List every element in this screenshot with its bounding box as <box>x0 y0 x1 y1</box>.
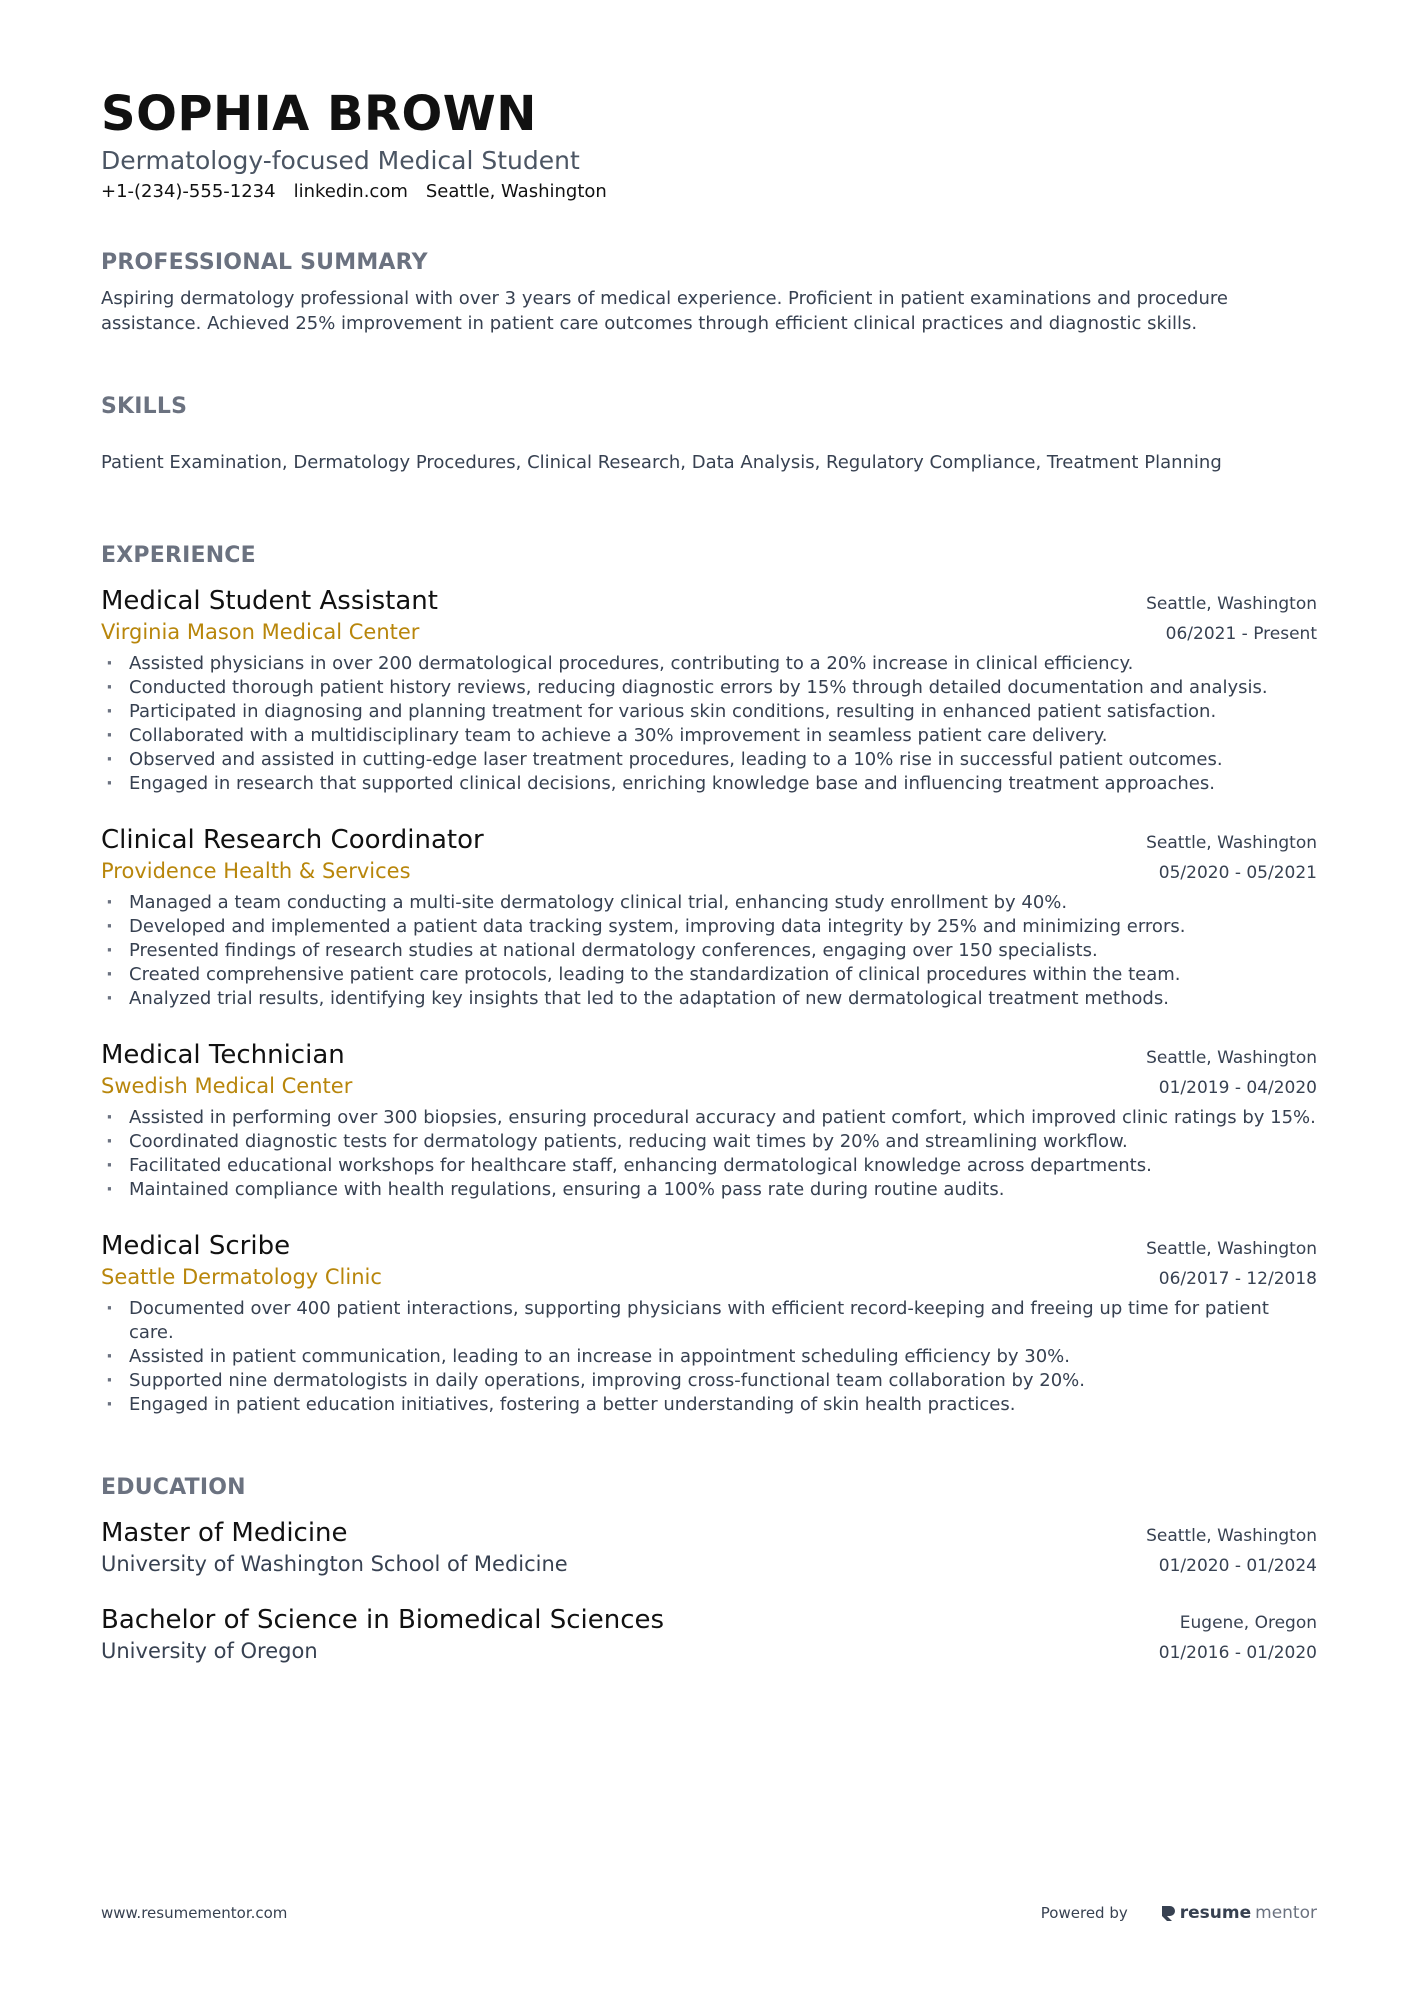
education-location: Seattle, Washington <box>1146 1526 1317 1546</box>
job-bullet: · Conducted thorough patient history reviews, reducing diagnostic errors by 15% through detailed documentation and analysis. <box>101 676 1317 700</box>
powered-by-label: Powered by <box>1040 1904 1128 1922</box>
candidate-title: Dermatology-focused Medical Student <box>101 146 580 175</box>
job-bullet: · Participated in diagnosing and planning treatment for various skin conditions, resulting in enhanced patient satisfaction. <box>101 700 1317 724</box>
contact-info <box>101 178 1317 206</box>
page-footer <box>101 1903 1317 1923</box>
job-bullets <box>101 891 1317 1011</box>
job-location: Seattle, Washington <box>1146 1239 1317 1259</box>
job-bullet: · Collaborated with a multidisciplinary team to achieve a 30% improvement in seamless patient care delivery. <box>101 724 1317 748</box>
job-company: Virginia Mason Medical Center <box>101 620 420 644</box>
job-bullets <box>101 652 1317 796</box>
job-location: Seattle, Washington <box>1146 833 1317 853</box>
candidate-name: SOPHIA BROWN <box>101 86 537 142</box>
job-company: Providence Health & Services <box>101 859 411 883</box>
job-title: Clinical Research Coordinator <box>101 825 484 855</box>
resume-header <box>101 86 1317 206</box>
job-bullet: · Assisted in patient communication, leading to an increase in appointment scheduling efficiency by 30%. <box>101 1345 1317 1369</box>
job-bullet: · Developed and implemented a patient data tracking system, improving data integrity by 25% and minimizing errors. <box>101 915 1317 939</box>
job-entry <box>101 1039 1317 1202</box>
education-degree: Master of Medicine <box>101 1518 348 1548</box>
job-company: Seattle Dermatology Clinic <box>101 1265 382 1289</box>
footer-url-link[interactable]: www.resumementor.com <box>101 1904 288 1922</box>
education-school: University of Washington School of Medicine <box>101 1552 568 1576</box>
job-bullet: · Coordinated diagnostic tests for dermatology patients, reducing wait times by 20% and streamlining workflow. <box>101 1130 1317 1154</box>
summary-heading: PROFESSIONAL SUMMARY <box>101 250 428 275</box>
brand-name-light: mentor <box>1255 1903 1317 1923</box>
job-bullet: · Facilitated educational workshops for healthcare staff, enhancing dermatological knowledge across departments. <box>101 1154 1317 1178</box>
contact-location: Seattle, Washington <box>425 181 607 202</box>
job-bullets <box>101 1297 1317 1417</box>
job-bullets <box>101 1106 1317 1202</box>
summary-text: Aspiring dermatology professional with over 3 years of medical experience. Proficient in patient examinations and procedure assistance. Achieved 25% improvement in patient care outcomes through efficient clinical practices and diagnostic skills. <box>101 288 1228 334</box>
job-entry <box>101 824 1317 1011</box>
job-dates: 06/2021 - Present <box>1165 624 1317 644</box>
brand-name-bold: resume <box>1179 1903 1252 1923</box>
job-location: Seattle, Washington <box>1146 1048 1317 1068</box>
job-entry <box>101 585 1317 796</box>
contact-linkedin[interactable]: linkedin.com <box>293 181 408 202</box>
education-dates: 01/2016 - 01/2020 <box>1158 1643 1317 1663</box>
education-degree: Bachelor of Science in Biomedical Sciences <box>101 1605 665 1635</box>
job-dates: 01/2019 - 04/2020 <box>1158 1078 1317 1098</box>
job-bullet: · Documented over 400 patient interactions, supporting physicians with efficient record-keeping and freeing up time for patient care. <box>101 1297 1317 1345</box>
experience-heading: EXPERIENCE <box>101 543 256 568</box>
education-section <box>101 1473 1317 1667</box>
job-bullet: · Analyzed trial results, identifying key insights that led to the adaptation of new dermatological treatment methods. <box>101 987 1317 1011</box>
resume-page <box>101 86 1317 1667</box>
education-dates: 01/2020 - 01/2024 <box>1158 1556 1317 1576</box>
job-title: Medical Technician <box>101 1040 345 1070</box>
contact-phone: +1-(234)-555-1234 <box>101 181 276 202</box>
skills-heading: SKILLS <box>101 394 188 419</box>
job-dates: 06/2017 - 12/2018 <box>1158 1269 1317 1289</box>
education-school: University of Oregon <box>101 1639 318 1663</box>
brand-logo[interactable] <box>1160 1903 1317 1923</box>
skills-text: Patient Examination, Dermatology Procedures, Clinical Research, Data Analysis, Regulatory Compliance, Treatment Planning <box>101 452 1222 473</box>
job-bullet: · Supported nine dermatologists in daily operations, improving cross-functional team collaboration by 20%. <box>101 1369 1317 1393</box>
job-bullet: · Observed and assisted in cutting-edge laser treatment procedures, leading to a 10% rise in successful patient outcomes. <box>101 748 1317 772</box>
skills-section <box>101 392 1317 475</box>
resumementor-logo-icon <box>1160 1904 1176 1922</box>
job-bullet: · Created comprehensive patient care protocols, leading to the standardization of clinical procedures within the team. <box>101 963 1317 987</box>
job-title: Medical Student Assistant <box>101 586 438 616</box>
job-dates: 05/2020 - 05/2021 <box>1158 863 1317 883</box>
experience-section <box>101 541 1317 1417</box>
job-bullet: · Presented findings of research studies at national dermatology conferences, engaging over 150 specialists. <box>101 939 1317 963</box>
education-entry <box>101 1517 1317 1580</box>
job-bullet: · Assisted physicians in over 200 dermatological procedures, contributing to a 20% increase in clinical efficiency. <box>101 652 1317 676</box>
job-location: Seattle, Washington <box>1146 594 1317 614</box>
job-bullet: · Engaged in patient education initiatives, fostering a better understanding of skin health practices. <box>101 1393 1317 1417</box>
job-company: Swedish Medical Center <box>101 1074 353 1098</box>
job-entry <box>101 1230 1317 1417</box>
education-entry <box>101 1604 1317 1667</box>
summary-section <box>101 248 1317 336</box>
job-bullet: · Maintained compliance with health regulations, ensuring a 100% pass rate during routine audits. <box>101 1178 1317 1202</box>
job-bullet: · Engaged in research that supported clinical decisions, enriching knowledge base and influencing treatment approaches. <box>101 772 1317 796</box>
education-heading: EDUCATION <box>101 1475 246 1500</box>
job-bullet: · Managed a team conducting a multi-site dermatology clinical trial, enhancing study enrollment by 40%. <box>101 891 1317 915</box>
footer-branding <box>1041 1903 1317 1923</box>
education-location: Eugene, Oregon <box>1179 1613 1317 1633</box>
job-title: Medical Scribe <box>101 1231 291 1261</box>
job-bullet: · Assisted in performing over 300 biopsies, ensuring procedural accuracy and patient comfort, which improved clinic ratings by 15%. <box>101 1106 1317 1130</box>
